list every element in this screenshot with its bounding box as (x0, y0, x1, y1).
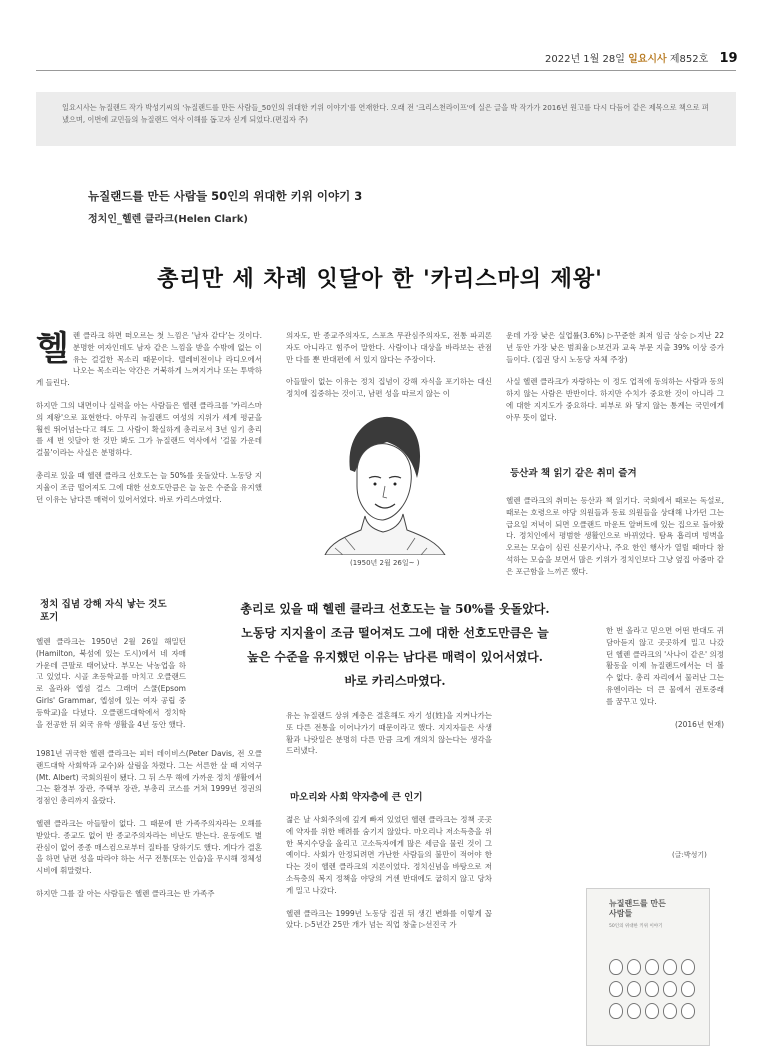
paragraph: 총리로 있을 때 헬렌 클라크 선호도는 늘 50%를 웃돌았다. 노동당 지지율이 조금 떨어져도 그에 대한 선호도만큼은 늘 높은 수준을 유지했던 이유는 남다른 매력이 있어서였다. 바로 카리스마였다. (36, 470, 262, 504)
paragraph: 렌 클라크 하면 떠오르는 첫 느낌은 '남자 같다'는 것이다. 분명한 여자인데도 남자 같은 느낌을 받을 수밖에 없는 이유는 걸걸한 목소리 때문이다. 텔레비전이나 라디오에서 나오는 목소리는 약간은 거북하게 느껴지거나 또는 투박하게 들린다. (36, 331, 262, 388)
paragraph: 하지만 그를 잘 아는 사람들은 헬렌 클라크는 반 가족주 (36, 888, 215, 898)
subhead-hobbies: 등산과 책 읽기 같은 취미 즐겨 (510, 468, 637, 479)
paragraph: 젊은 날 사회주의에 깊게 빠져 있었던 헬렌 클라크는 정책 곳곳에 약자를 위한 배려를 숨기지 않았다. 마오리나 저소득층을 위한 복지수당을 올리고 고소득자에게 많은 세금을 물린 것이 그 예이다. 사회가 안정되려면 가난한 사람들의 불만이 적어야 한다는 것이 헬렌 클라크의 지론이었다. 정치신념을 바탕으로 저소득층의 복지 정책을 야당의 거센 반대에도 굽히지 않고 당차게 밀고 나갔다. (286, 815, 492, 895)
paragraph: 1981년 귀국한 헬렌 클라크는 피터 데이비스(Peter Davis, 전 오클랜드대학 사회학과 교수)와 살림을 차렸다. 그는 서른한 살 때 지역구(Mt. Albert) 국회의원이 됐다. 그 뒤 스무 해에 가까운 정치 생활에서 그는 환경부 장관, 주택부 장관, 부총리 코스를 거쳐 1999년 정권의 정점인 총리까지 올랐다. (36, 749, 262, 806)
book-title (609, 899, 699, 919)
face-icon (609, 959, 623, 975)
face-icon (681, 959, 695, 975)
date-note: (2016년 현재) (674, 719, 724, 729)
column-3-mid (506, 495, 724, 589)
column-3-bottom (606, 625, 724, 741)
series-title: 뉴질랜드를 만든 사람들 50인의 위대한 키위 이야기 3 (88, 189, 363, 203)
column-1-mid (36, 636, 186, 741)
paragraph: 헬렌 클라크는 1950년 2월 26일 해밀턴(Hamilton, 북섬에 있는 도시)에서 네 자매 가운데 큰딸로 태어났다. 부모는 낙농업을 하고 있었다. 시골 초등학교를 마치고 오클랜드로 올라와 엡섬 걸스 그래머 스쿨(Epsom Girls' Grammar, 엡섬에 있는 여자 공립 중등학교)을 다녔다. 오클랜드대학에서 정치학을 전공한 뒤 외국 유학 생활을 4년 동안 했다. (36, 637, 186, 729)
face-icon (645, 959, 659, 975)
face-icon (681, 981, 695, 997)
subhead-maori: 마오리와 사회 약자층에 큰 인기 (290, 792, 423, 803)
paragraph: 운데 가장 낮은 실업률(3.6%) ▷꾸준한 최저 임금 상승 ▷지난 22년 동안 가장 낮은 범죄율 ▷보건과 교육 부문 지출 39% 이상 증가 들이다. (집권 당시 노동당 자체 주장) (506, 331, 724, 364)
article-headline: 총리만 세 차례 잇달아 한 '카리스마의 제왕' (157, 266, 603, 292)
brand-name: 일요시사 (628, 54, 667, 65)
editor-note-box (36, 92, 736, 146)
book-title-line: 뉴질랜드를 만든 (609, 899, 666, 908)
face-icon (627, 959, 641, 975)
issue-date: 2022년 1월 28일 (545, 54, 625, 65)
column-3-top (506, 330, 724, 435)
page-header (545, 50, 738, 66)
pull-quote-line: 높은 수준을 유지했던 이유는 남다른 매력이 있어서였다. (247, 650, 543, 664)
paragraph: 헬렌 클라크의 취미는 등산과 책 읽기다. 국회에서 때로는 독설로, 때로는 호령으로 야당 의원들과 동료 의원들을 상대해 나가던 그는 급요일 저녁이 되면 오클랜드 마운트 알버트에 있는 집으로 돌아왔다. 정치인에서 평범한 생활인으로 바뀌었다. 탐욕 흡리며 빙벽을 오르는 모습이 심린 신문기사나, 주요 한인 행사가 열릴 때마다 참석하는 모습을 보면서 많은 키위가 정치인보다 그냥 옆집 아줌마 같은 포근함을 느끼곤 했다. (506, 496, 724, 576)
paragraph: 사실 헬렌 클라크가 자랑하는 이 정도 업적에 동의하는 사람과 동의하지 않는 사람은 반반이다. 하지만 수치가 중요한 것이 아니라 그에 대한 지지도가 중요하다. 피부로 와 닿지 않는 통계는 국민에게 아무 뜻이 없다. (506, 377, 724, 422)
pull-quote (210, 597, 580, 693)
portrait-caption: (1950년 2월 26일~ ) (350, 559, 420, 567)
face-icon (663, 981, 677, 997)
paragraph: 아들딸이 없는 이유는 정치 집념이 강해 자식을 포기하는 대신 정치에 집중하는 것이고, 남편 성을 따르지 않는 이 (286, 377, 492, 399)
column-2-top (286, 330, 492, 411)
face-icon (663, 1003, 677, 1019)
helen-clark-portrait (295, 400, 465, 555)
subhead-politics: 정치 집념 강해 자식 낳는 것도 포기 (40, 599, 167, 623)
face-icon (627, 981, 641, 997)
paragraph: 한 번 올라고 믿으면 어떤 반대도 귀담아듣지 않고 곳곳하게 밀고 나갔던 헬렌 클라크의 '사나이 같은' 의정 활동을 이제 뉴질랜드에서는 더 볼 수 없다. 총리 자리에서 물러난 그는 유엔이라는 더 큰 물에서 권토중래를 꿈꾸고 있다. (606, 626, 724, 706)
column-1-bottom (36, 748, 262, 911)
paragraph: 하지만 그의 내면이나 실력을 아는 사람들은 헬렌 클라크를 '카리스마의 제왕'으로 표현한다. 아무리 뉴질랜드 여성의 지위가 세계 평균을 훨씬 뛰어넘는다고 해도 그 사람이 확실하게 총리로서 3년 임기 총리를 세 번 잇달아 한 것만 봐도 그가 뉴질랜드 역사에서 '걸물 가운데 걸물'이라는 사실은 분명하다. (36, 400, 262, 458)
drop-cap: 헬 (36, 329, 69, 369)
editor-note-text: 일요시사는 뉴질랜드 작가 박성기씨의 '뉴질랜드를 만든 사람들_50인의 위대한 키위 이야기'를 연재한다. 오래 전 '크리스천라이프'에 실은 글을 박 작가가 2016년 원고를 다시 다듬어 같은 제목으로 책으로 펴냈으며, 이번에 교민들의 뉴질랜드 역사 이해를 돕고자 싣게 되었다.(편집자 주) (62, 103, 709, 124)
paragraph: 헬렌 클라크는 아들딸이 없다. 그 때문에 반 가족주의자라는 오해를 받았다. 종교도 없어 반 종교주의자라는 비난도 받는다. 운동에도 별 관심이 없어 종종 매스컴으로부터 질타를 당하기도 했다. 게다가 결혼을 하면 남편 성을 따라야 하는 서구 전통(또는 인습)을 무시해 정체성 시비에 휘말렸다. (36, 818, 262, 876)
book-title-line: 사람들 (609, 909, 633, 918)
series-person: 정치인_헬렌 클라크(Helen Clark) (88, 214, 248, 225)
paragraph: 의자도, 반 종교주의자도, 스포츠 무관심주의자도, 전통 파괴론자도 아니라고 힘주어 말한다. 사람이나 대상을 바라보는 관점만 다를 뿐 반대편에 서 있지 않다는 주장이다. (286, 331, 492, 364)
column-2-mid (286, 710, 492, 768)
page-number: 19 (719, 51, 738, 66)
face-icon (609, 981, 623, 997)
paragraph: 유는 뉴질랜드 상위 계층은 결혼해도 자기 성(姓)을 지켜나가는 또 다른 전통을 이어나가기 때문이라고 했다. 지지자들은 사생활과 나랏일은 분명히 다른 만큼 크게 개의치 않는다는 생각을 드러냈다. (286, 711, 492, 756)
book-subtitle: 50인의 위대한 키위 이야기 (609, 924, 663, 929)
pull-quote-line: 바로 카리스마였다. (344, 674, 446, 688)
column-2-bottom (286, 814, 492, 942)
author-credit: (글:박성기) (672, 851, 707, 859)
header-rule (36, 70, 736, 71)
face-icon (681, 1003, 695, 1019)
face-icon (663, 959, 677, 975)
paragraph: 헬렌 클라크는 1999년 노동당 집권 뒤 생긴 변화를 이렇게 꼽았다. ▷5년간 25만 개가 넘는 직업 창출 ▷선진국 가 (286, 908, 492, 930)
pull-quote-line: 총리로 있을 때 헬렌 클라크 선호도는 늘 50%를 웃돌았다. (240, 602, 550, 616)
book-cover-image (586, 888, 710, 1046)
face-icon (645, 1003, 659, 1019)
face-icon (645, 981, 659, 997)
column-1-top (36, 330, 262, 516)
face-icon (609, 1003, 623, 1019)
face-icon (627, 1003, 641, 1019)
pull-quote-line: 노동당 지지율이 조금 떨어져도 그에 대한 선호도만큼은 늘 (241, 626, 549, 640)
issue-number: 제852호 (669, 54, 709, 65)
